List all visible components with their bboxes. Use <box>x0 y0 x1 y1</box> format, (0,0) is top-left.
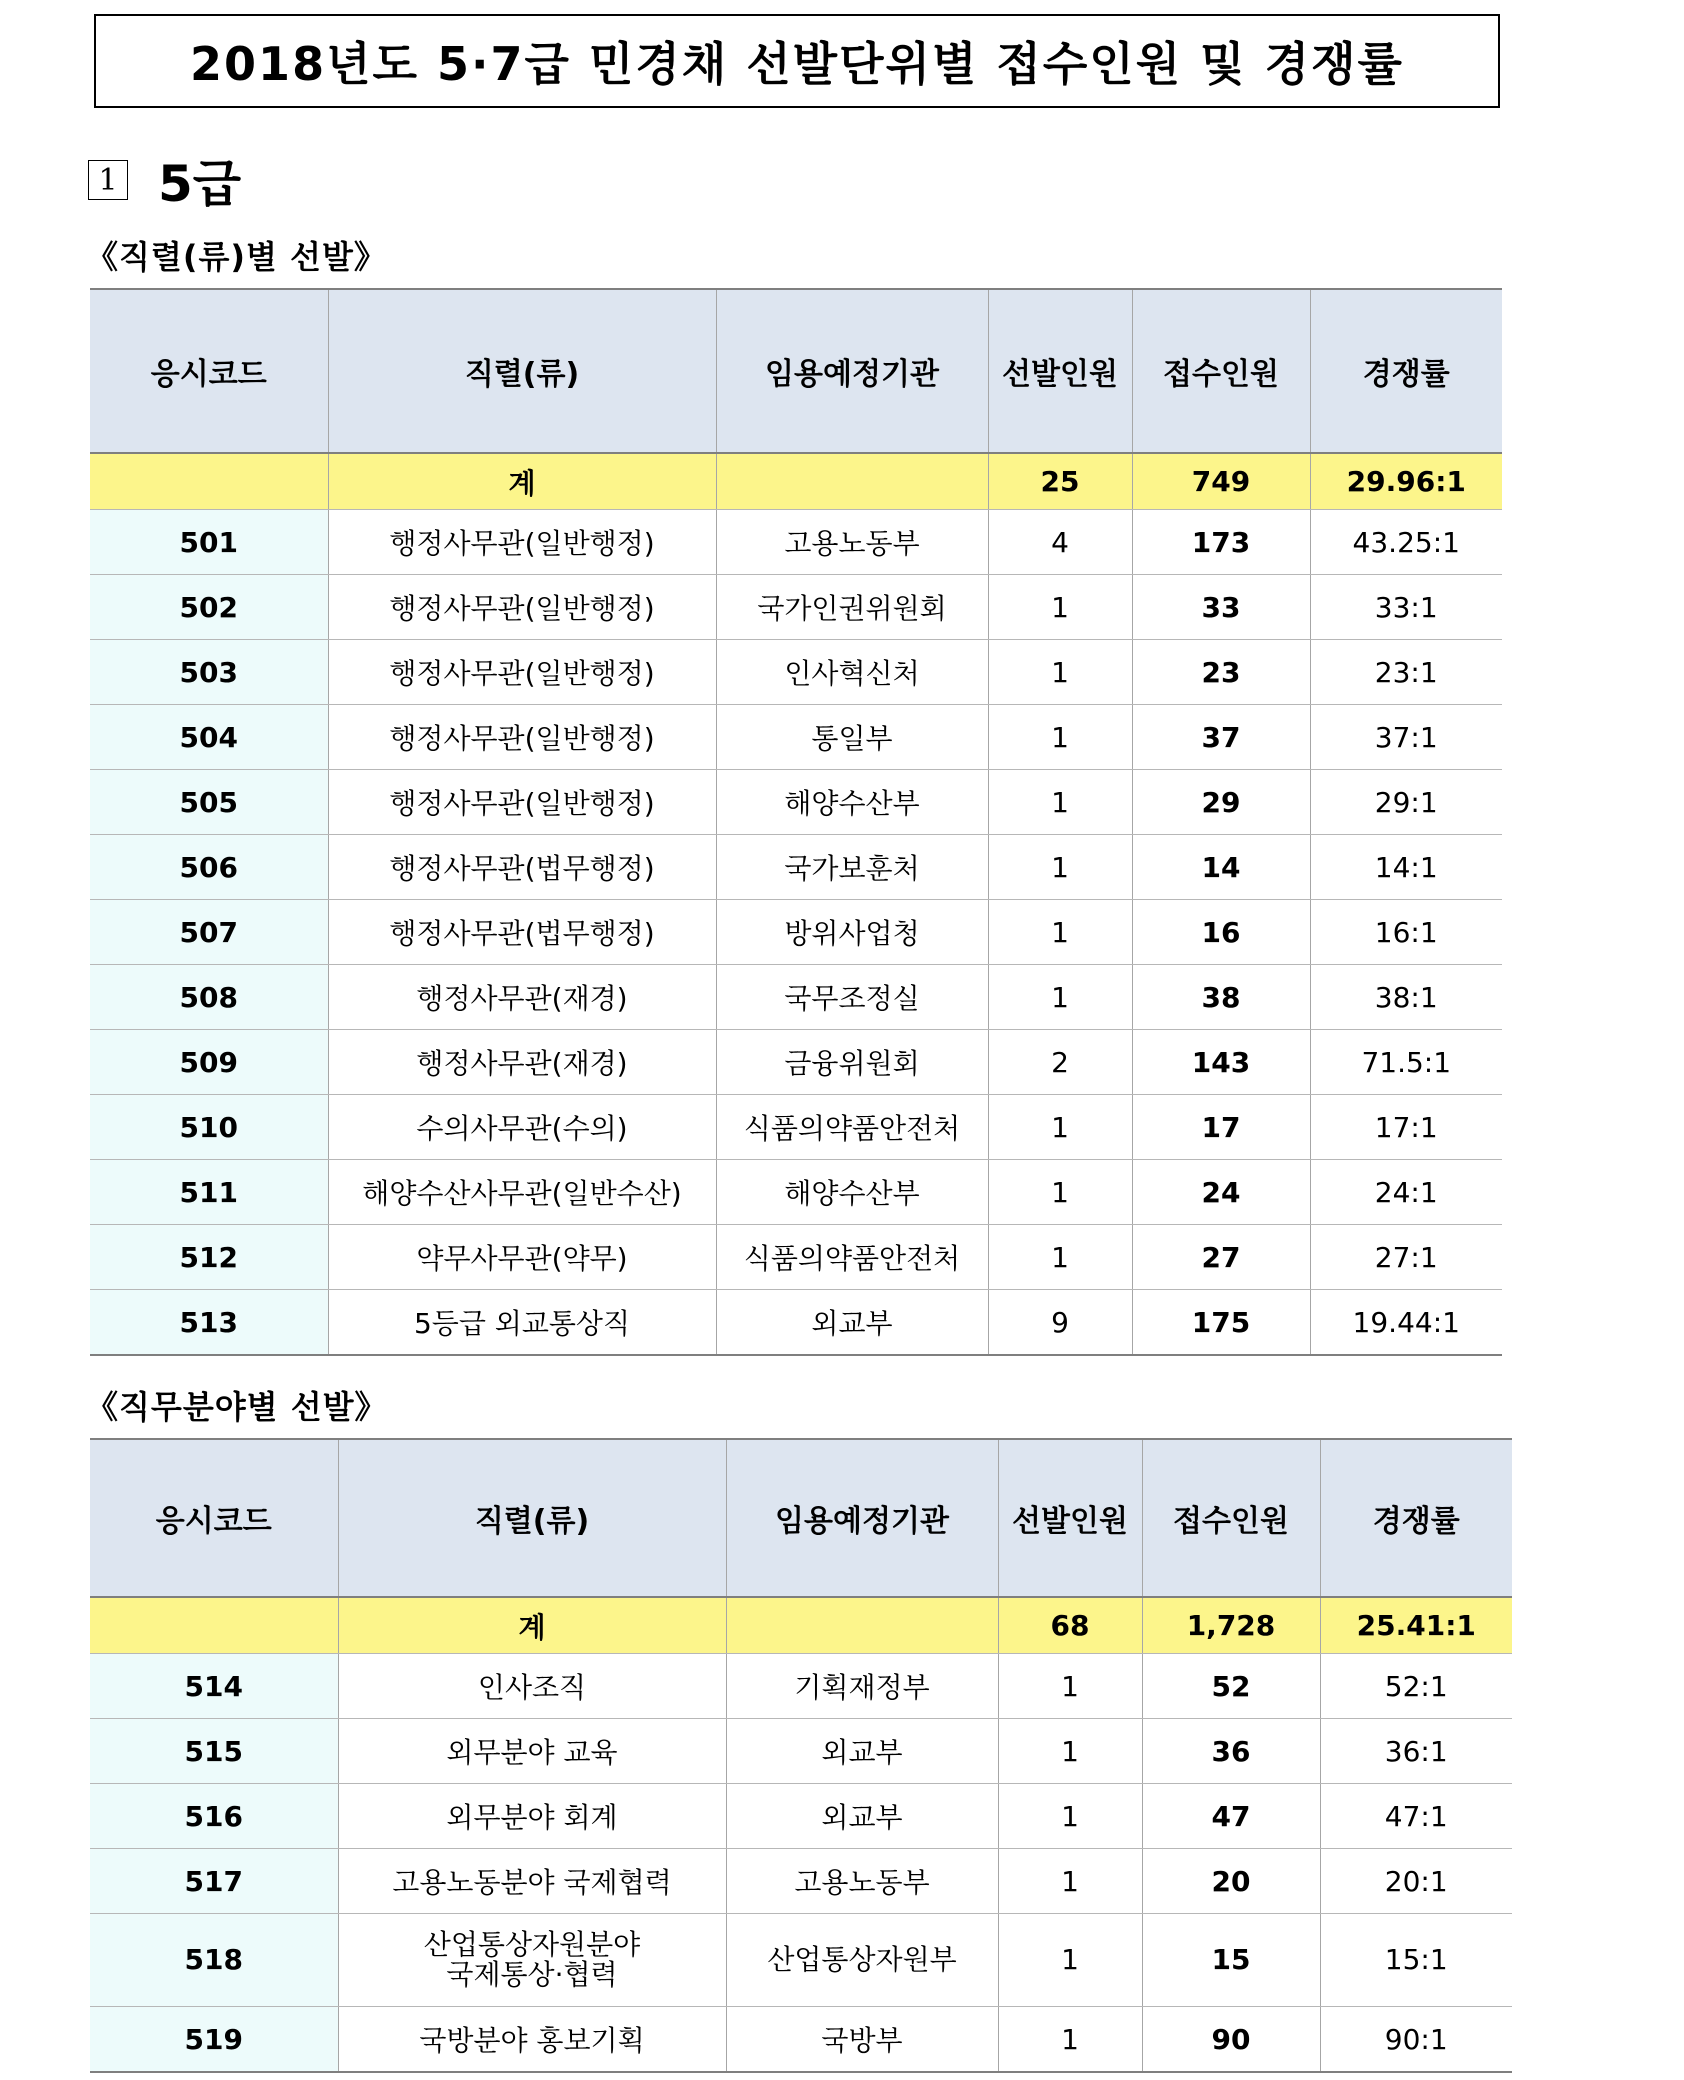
ratio-cell: 47:1 <box>1320 1784 1512 1849</box>
table-row <box>90 1914 1512 2007</box>
document-title: 2018년도 5·7급 민경채 선발단위별 접수인원 및 경쟁률 <box>94 14 1500 108</box>
total-series-cell: 계 <box>338 1597 726 1654</box>
ratio-cell: 17:1 <box>1310 1095 1502 1160</box>
series-cell: 국방분야 홍보기획 <box>338 2007 726 2073</box>
total-received-cell: 1,728 <box>1142 1597 1320 1654</box>
agency-cell: 인사혁신처 <box>716 640 988 705</box>
received-cell: 33 <box>1132 575 1310 640</box>
total-row <box>90 453 1502 510</box>
code-cell: 502 <box>90 575 328 640</box>
ratio-cell: 19.44:1 <box>1310 1290 1502 1356</box>
series-cell: 약무사무관(약무) <box>328 1225 716 1290</box>
code-cell: 519 <box>90 2007 338 2073</box>
ratio-cell: 29:1 <box>1310 770 1502 835</box>
code-cell: 513 <box>90 1290 328 1356</box>
code-cell: 503 <box>90 640 328 705</box>
header-code: 응시코드 <box>90 1439 338 1597</box>
received-cell: 38 <box>1132 965 1310 1030</box>
code-cell: 511 <box>90 1160 328 1225</box>
selected-cell: 1 <box>998 1719 1142 1784</box>
selected-cell: 1 <box>988 1225 1132 1290</box>
series-cell: 산업통상자원분야 국제통상·협력 <box>338 1914 726 2007</box>
series-cell: 고용노동분야 국제협력 <box>338 1849 726 1914</box>
selected-cell: 1 <box>988 640 1132 705</box>
selected-cell: 1 <box>988 1095 1132 1160</box>
agency-cell: 고용노동부 <box>716 510 988 575</box>
received-cell: 23 <box>1132 640 1310 705</box>
total-ratio-cell: 29.96:1 <box>1310 453 1502 510</box>
selected-cell: 1 <box>988 1160 1132 1225</box>
ratio-cell: 71.5:1 <box>1310 1030 1502 1095</box>
ratio-cell: 16:1 <box>1310 900 1502 965</box>
header-code: 응시코드 <box>90 289 328 453</box>
ratio-cell: 27:1 <box>1310 1225 1502 1290</box>
selected-cell: 1 <box>998 1914 1142 2007</box>
table-row <box>90 1290 1502 1356</box>
received-cell: 14 <box>1132 835 1310 900</box>
series-cell: 해양수산사무관(일반수산) <box>328 1160 716 1225</box>
agency-cell: 고용노동부 <box>726 1849 998 1914</box>
total-row <box>90 1597 1512 1654</box>
code-cell: 514 <box>90 1654 338 1719</box>
agency-cell: 해양수산부 <box>716 770 988 835</box>
ratio-cell: 14:1 <box>1310 835 1502 900</box>
agency-cell: 통일부 <box>716 705 988 770</box>
received-cell: 36 <box>1142 1719 1320 1784</box>
ratio-cell: 90:1 <box>1320 2007 1512 2073</box>
code-cell: 504 <box>90 705 328 770</box>
selected-cell: 9 <box>988 1290 1132 1356</box>
table-row <box>90 510 1502 575</box>
ratio-cell: 33:1 <box>1310 575 1502 640</box>
table-row <box>90 2007 1512 2073</box>
selected-cell: 1 <box>988 965 1132 1030</box>
received-cell: 27 <box>1132 1225 1310 1290</box>
code-cell: 501 <box>90 510 328 575</box>
series-cell: 행정사무관(일반행정) <box>328 575 716 640</box>
table2-caption: 《직무분야별 선발》 <box>86 1388 388 1426</box>
agency-cell: 식품의약품안전처 <box>716 1095 988 1160</box>
section-title: 5급 <box>158 155 242 213</box>
received-cell: 90 <box>1142 2007 1320 2073</box>
code-cell: 516 <box>90 1784 338 1849</box>
agency-cell: 해양수산부 <box>716 1160 988 1225</box>
code-cell: 515 <box>90 1719 338 1784</box>
total-code-cell <box>90 453 328 510</box>
ratio-cell: 52:1 <box>1320 1654 1512 1719</box>
header-agency: 임용예정기관 <box>726 1439 998 1597</box>
series-cell: 행정사무관(법무행정) <box>328 900 716 965</box>
selected-cell: 1 <box>988 575 1132 640</box>
received-cell: 175 <box>1132 1290 1310 1356</box>
ratio-cell: 24:1 <box>1310 1160 1502 1225</box>
table-row <box>90 965 1502 1030</box>
total-selected-cell: 68 <box>998 1597 1142 1654</box>
table-row <box>90 1784 1512 1849</box>
selected-cell: 1 <box>998 1654 1142 1719</box>
total-selected-cell: 25 <box>988 453 1132 510</box>
table-row <box>90 835 1502 900</box>
series-cell: 5등급 외교통상직 <box>328 1290 716 1356</box>
received-cell: 47 <box>1142 1784 1320 1849</box>
ratio-cell: 23:1 <box>1310 640 1502 705</box>
agency-cell: 식품의약품안전처 <box>716 1225 988 1290</box>
table-row <box>90 1654 1512 1719</box>
received-cell: 29 <box>1132 770 1310 835</box>
code-cell: 517 <box>90 1849 338 1914</box>
table-row <box>90 575 1502 640</box>
series-cell: 수의사무관(수의) <box>328 1095 716 1160</box>
header-selected: 선발인원 <box>988 289 1132 453</box>
header-agency: 임용예정기관 <box>716 289 988 453</box>
table1-caption: 《직렬(류)별 선발》 <box>86 238 387 276</box>
ratio-cell: 20:1 <box>1320 1849 1512 1914</box>
selected-cell: 1 <box>988 705 1132 770</box>
code-cell: 512 <box>90 1225 328 1290</box>
code-cell: 518 <box>90 1914 338 2007</box>
received-cell: 37 <box>1132 705 1310 770</box>
series-cell: 행정사무관(법무행정) <box>328 835 716 900</box>
total-received-cell: 749 <box>1132 453 1310 510</box>
header-ratio: 경쟁률 <box>1310 289 1502 453</box>
table-row <box>90 705 1502 770</box>
received-cell: 143 <box>1132 1030 1310 1095</box>
series-cell: 행정사무관(일반행정) <box>328 640 716 705</box>
ratio-cell: 37:1 <box>1310 705 1502 770</box>
header-selected: 선발인원 <box>998 1439 1142 1597</box>
received-cell: 16 <box>1132 900 1310 965</box>
selected-cell: 1 <box>988 835 1132 900</box>
total-code-cell <box>90 1597 338 1654</box>
selected-cell: 1 <box>998 2007 1142 2073</box>
code-cell: 506 <box>90 835 328 900</box>
section-number: 1 <box>88 160 128 200</box>
table-row <box>90 640 1502 705</box>
agency-cell: 외교부 <box>726 1719 998 1784</box>
code-cell: 505 <box>90 770 328 835</box>
header-series: 직렬(류) <box>328 289 716 453</box>
received-cell: 52 <box>1142 1654 1320 1719</box>
ratio-cell: 43.25:1 <box>1310 510 1502 575</box>
table-row <box>90 1225 1502 1290</box>
header-series: 직렬(류) <box>338 1439 726 1597</box>
received-cell: 173 <box>1132 510 1310 575</box>
agency-cell: 산업통상자원부 <box>726 1914 998 2007</box>
received-cell: 20 <box>1142 1849 1320 1914</box>
series-cell: 인사조직 <box>338 1654 726 1719</box>
selected-cell: 1 <box>988 770 1132 835</box>
total-agency-cell <box>716 453 988 510</box>
table-row <box>90 1719 1512 1784</box>
agency-cell: 금융위원회 <box>716 1030 988 1095</box>
table-header-row <box>90 289 1502 453</box>
code-cell: 509 <box>90 1030 328 1095</box>
agency-cell: 국방부 <box>726 2007 998 2073</box>
series-cell: 행정사무관(일반행정) <box>328 705 716 770</box>
selected-cell: 4 <box>988 510 1132 575</box>
table-row <box>90 900 1502 965</box>
ratio-cell: 38:1 <box>1310 965 1502 1030</box>
received-cell: 24 <box>1132 1160 1310 1225</box>
selected-cell: 1 <box>998 1849 1142 1914</box>
received-cell: 15 <box>1142 1914 1320 2007</box>
series-cell: 행정사무관(재경) <box>328 965 716 1030</box>
ratio-cell: 36:1 <box>1320 1719 1512 1784</box>
received-cell: 17 <box>1132 1095 1310 1160</box>
table-row <box>90 1849 1512 1914</box>
agency-cell: 국가보훈처 <box>716 835 988 900</box>
section-header <box>88 145 241 215</box>
table-header-row <box>90 1439 1512 1597</box>
agency-cell: 방위사업청 <box>716 900 988 965</box>
series-cell: 외무분야 교육 <box>338 1719 726 1784</box>
total-ratio-cell: 25.41:1 <box>1320 1597 1512 1654</box>
code-cell: 508 <box>90 965 328 1030</box>
header-received: 접수인원 <box>1142 1439 1320 1597</box>
selected-cell: 2 <box>988 1030 1132 1095</box>
series-cell: 행정사무관(일반행정) <box>328 510 716 575</box>
total-agency-cell <box>726 1597 998 1654</box>
table-row <box>90 1030 1502 1095</box>
series-cell: 행정사무관(일반행정) <box>328 770 716 835</box>
agency-cell: 국가인권위원회 <box>716 575 988 640</box>
ratio-cell: 15:1 <box>1320 1914 1512 2007</box>
agency-cell: 기획재정부 <box>726 1654 998 1719</box>
table-row <box>90 770 1502 835</box>
selected-cell: 1 <box>988 900 1132 965</box>
header-received: 접수인원 <box>1132 289 1310 453</box>
series-cell: 행정사무관(재경) <box>328 1030 716 1095</box>
code-cell: 510 <box>90 1095 328 1160</box>
agency-cell: 외교부 <box>716 1290 988 1356</box>
code-cell: 507 <box>90 900 328 965</box>
series-selection-table <box>90 288 1502 1356</box>
table-row <box>90 1095 1502 1160</box>
field-selection-table <box>90 1438 1512 2073</box>
header-ratio: 경쟁률 <box>1320 1439 1512 1597</box>
table-row <box>90 1160 1502 1225</box>
series-cell: 외무분야 회계 <box>338 1784 726 1849</box>
selected-cell: 1 <box>998 1784 1142 1849</box>
agency-cell: 국무조정실 <box>716 965 988 1030</box>
total-series-cell: 계 <box>328 453 716 510</box>
agency-cell: 외교부 <box>726 1784 998 1849</box>
